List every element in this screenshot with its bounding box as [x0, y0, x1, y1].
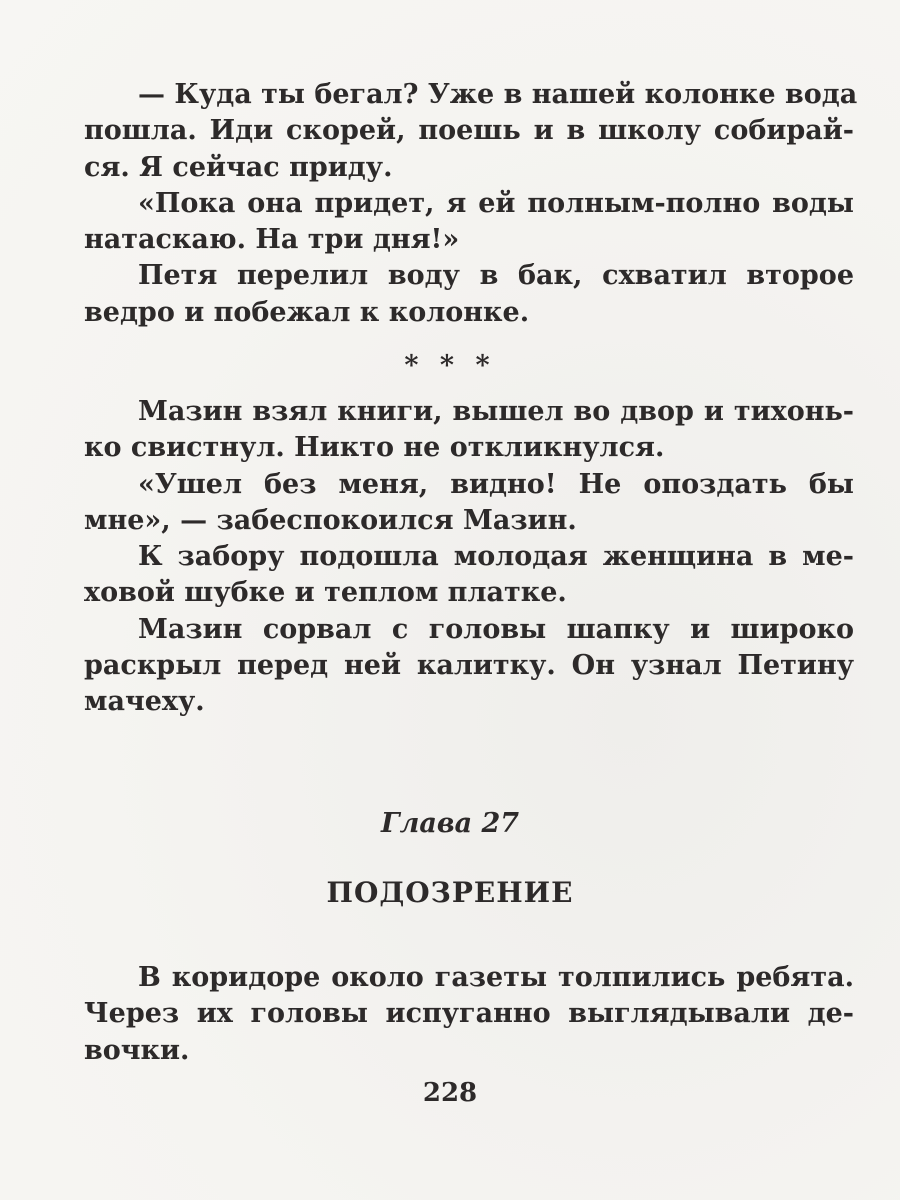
text-line: мачеху. [84, 686, 205, 718]
text-line: В коридоре около газеты толпились ребята. [138, 962, 854, 993]
text-line: Петя перелил воду в бак, схватил второе [138, 260, 854, 292]
text-line: ведро и побежал к колонке. [84, 296, 530, 328]
paragraph-group-2 [84, 394, 854, 721]
paragraph-group-1 [84, 77, 858, 331]
text-line: «Пока она придет, я ей полным-полно воды [138, 187, 854, 219]
text-line: «Ушел без меня, видно! Не опоздать бы [138, 468, 854, 500]
text-line: Мазин сорвал с головы шапку и широко [138, 613, 854, 645]
text-line: натаскаю. На три дня!» [84, 224, 460, 256]
text-line: — Куда ты бегал? Уже в нашей колонке вода [138, 79, 858, 110]
section-separator: * * * [404, 350, 496, 381]
text-line: Мазин взял книги, вышел во двор и тихонь- [138, 396, 854, 427]
text-line: мне», — забеспокоился Мазин. [84, 504, 577, 536]
chapter-number: Глава 27 [380, 808, 520, 839]
text-line: ховой шубке и теплом платке. [84, 577, 567, 609]
chapter-title: ПОДОЗРЕНИЕ [326, 876, 574, 909]
text-line: вочки. [84, 1034, 190, 1066]
text-line: пошла. Иди скорей, поешь и в школу собирай- [84, 115, 854, 147]
page-number: 228 [422, 1078, 478, 1108]
text-line: ся. Я сейчас приду. [84, 151, 393, 183]
text-line: К забору подошла молодая женщина в ме- [138, 541, 854, 573]
text-line: раскрыл перед ней калитку. Он узнал Петину [84, 650, 854, 682]
paragraph-group-3 [84, 960, 854, 1069]
text-line: ко свистнул. Никто не откликнулся. [84, 432, 665, 464]
text-line: Через их головы испуганно выглядывали де- [84, 998, 854, 1030]
